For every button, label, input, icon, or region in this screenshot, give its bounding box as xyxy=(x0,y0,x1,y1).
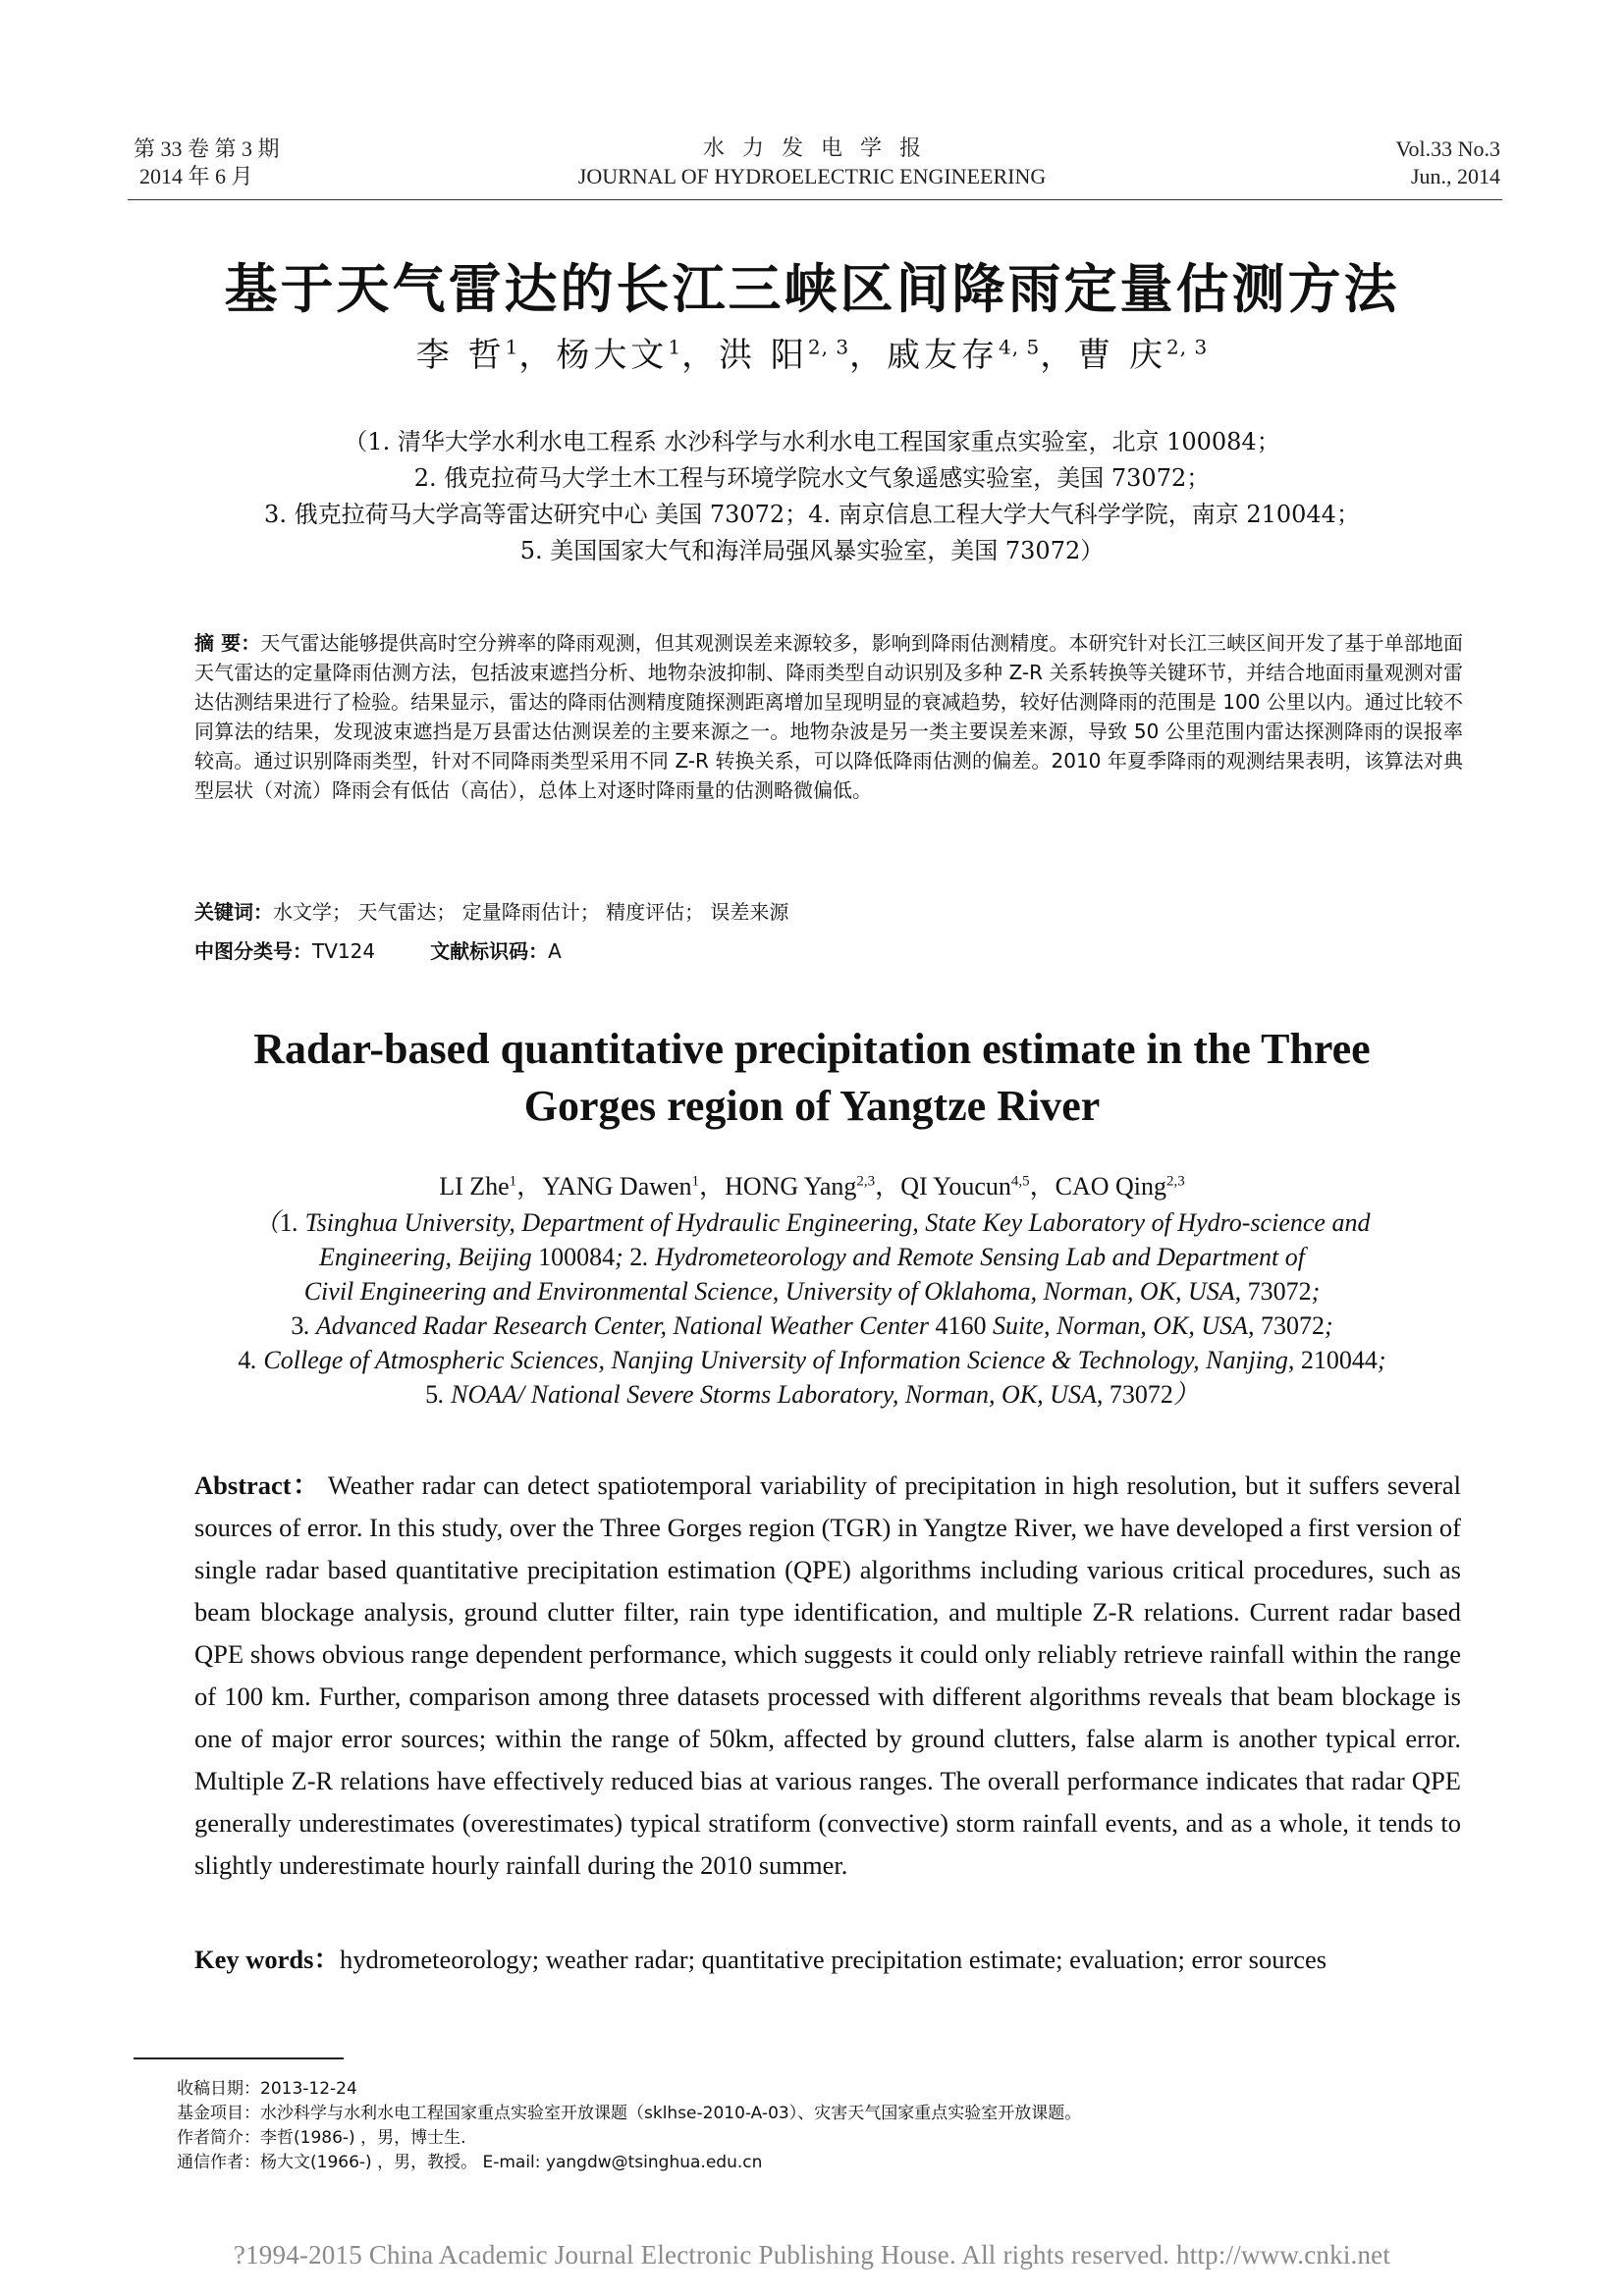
affiliation-line: 3. Advanced Radar Research Center, National Weather Center 4160 Suite, Norman, OK, USA, 73072; xyxy=(291,1311,1333,1340)
abstract-text-en: Weather radar can detect spatiotemporal variability of precipitation in high resolution, but it suffers several sources of error. In this study, over the Three Gorges region (TGR) in Yangtze River, we have developed a first version of single radar based quantitative precipitation estimation (QPE) algorithms including various critical procedures, such as beam blockage analysis, ground clutter filter, rain type identification, and multiple Z-R relations. Current radar based QPE shows obvious range dependent performance, which suggests it could only reliably retrieve rainfall within the range of 100 km. Further, comparison among three datasets processed with different algorithms reveals that beam blockage is one of major error sources; within the range of 50km, affected by ground clutters, false alarm is another typical error. Multiple Z-R relations have effectively reduced bias at various ranges. The overall performance indicates that radar QPE generally underestimates (overestimates) typical stratiform (convective) storm rainfall events, and as a whole, it tends to slightly underestimate hourly rainfall during the 2010 summer. xyxy=(194,1470,1461,1880)
footnotes xyxy=(177,2077,1081,2175)
author-name: QI Youcun xyxy=(900,1172,1011,1201)
author-affil-mark: 2,3 xyxy=(1166,1173,1185,1190)
copyright-notice: ?1994-2015 China Academic Journal Electronic Publishing House. All rights reserved. http://www.cnki.net xyxy=(233,2240,1391,2269)
class-label: 中图分类号： xyxy=(194,939,312,963)
author-name: 曹 庆 xyxy=(1077,336,1167,375)
affiliation-line: 5. 美国国家大气和海洋局强风暴实验室，美国 73072） xyxy=(519,537,1105,564)
author-affil-mark: 1 xyxy=(668,335,682,359)
title-line: Gorges region of Yangtze River xyxy=(523,1082,1101,1130)
footnote-correspondence: 通信作者：杨大文(1966-) ，男，教授。 E-mail: yangdw@tsinghua.edu.cn xyxy=(177,2153,763,2172)
footnote-received: 收稿日期：2013-12-24 xyxy=(177,2079,357,2099)
author-affil-mark: 2, 3 xyxy=(807,335,850,359)
keywords-label-en: Key words： xyxy=(194,1945,340,1974)
affiliations-en xyxy=(0,1205,1624,1412)
author-affil-mark: 1 xyxy=(505,335,519,359)
author-name: 李 哲 xyxy=(415,336,506,375)
author-affil-mark: 1 xyxy=(509,1173,517,1190)
journal-name-en: JOURNAL OF HYDROELECTRIC ENGINEERING xyxy=(577,164,1047,188)
author-name: 洪 阳 xyxy=(719,336,808,375)
abstract-en xyxy=(194,1465,1461,1887)
affiliation-line: 4. College of Atmospheric Sciences, Nanjing University of Information Science & Technology, Nanjing, 210044; xyxy=(238,1346,1386,1374)
date-en: Jun., 2014 xyxy=(1410,164,1500,188)
classification-cn xyxy=(194,936,562,966)
title-line: Radar-based quantitative precipitation estimate in the Three xyxy=(253,1025,1371,1073)
keywords-en xyxy=(194,1939,1471,1981)
author-affil-mark: 4, 5 xyxy=(999,335,1041,359)
footnote-author-bio: 作者简介：李哲(1986-) ，男，博士生. xyxy=(177,2128,466,2148)
affiliation-line: 5. NOAA/ National Severe Storms Laboratory, Norman, OK, USA, 73072） xyxy=(425,1380,1199,1409)
author-list-cn: 李 哲$^1$，杨大文$^1$，洪 阳$^{2, 3}$，戚友存$^{4, 5}$，曹 庆$^{2, 3}$ xyxy=(415,335,1209,375)
author-affil-mark: 2, 3 xyxy=(1166,335,1209,359)
author-name: 杨大文 xyxy=(556,336,669,375)
affiliations-cn xyxy=(0,424,1624,569)
footnote-funding: 基金项目：水沙科学与水利水电工程国家重点实验室开放课题（sklhse-2010-A-03）、灾害天气国家重点实验室开放课题。 xyxy=(177,2104,1082,2123)
author-list-en: LI Zhe$^1$，YANG Dawen$^1$，HONG Yang$^{2,3}$，QI Youcun$^{4,5}$，CAO Qing$^{2,3}$ xyxy=(439,1172,1185,1201)
author-name: LI Zhe xyxy=(439,1172,510,1201)
class-value: TV124 xyxy=(312,939,376,963)
abstract-cn xyxy=(194,628,1463,805)
affiliation-line: Engineering, Beijing 100084; 2. Hydrometeorology and Remote Sensing Lab and Department of xyxy=(319,1243,1305,1271)
journal-volume xyxy=(1395,135,1500,190)
abstract-label-cn: 摘 要： xyxy=(194,631,261,655)
affiliation-line: （1. Tsinghua University, Department of Hydraulic Engineering, State Key Laboratory of Hydro-science and xyxy=(253,1208,1371,1237)
abstract-label-en: Abstract： xyxy=(194,1470,321,1500)
affiliation-line: 3. 俄克拉荷马大学高等雷达研究中心 美国 73072；4. 南京信息工程大学大气科学学院，南京 210044； xyxy=(264,501,1360,528)
paper-title-en xyxy=(0,1021,1624,1135)
author-name: HONG Yang xyxy=(725,1172,857,1201)
author-affil-mark: 1 xyxy=(691,1173,700,1190)
footnote-rule xyxy=(134,2057,344,2059)
author-name: 戚友存 xyxy=(887,336,1000,375)
doc-code-value: A xyxy=(548,939,562,963)
doc-code-label: 文献标识码： xyxy=(430,939,549,963)
abstract-text-cn: 天气雷达能够提供高时空分辨率的降雨观测，但其观测误差来源较多，影响到降雨估测精度。本研究针对长江三峡区间开发了基于单部地面天气雷达的定量降雨估测方法，包括波束遮挡分析、地物杂波抑制、降雨类型自动识别及多种 Z-R 关系转换等关键环节，并结合地面雨量观测对雷达估测结果进行了检验。结果显示，雷达的降雨估测精度随探测距离增加呈现明显的衰减趋势，较好估测降雨的范围是 100 公里以内。通过比较不同算法的结果，发现波束遮挡是万县雷达估测误差的主要来源之一。地物杂波是另一类主要误差来源，导致 50 公里范围内雷达探测降雨的误报率较高。通过识别降雨类型，针对不同降雨类型采用不同 Z-R 转换关系，可以降低降雨估测的偏差。2010 年夏季降雨的观测结果表明，该算法对典型层状（对流）降雨会有低估（高估），总体上对逐时降雨量的估测略微偏低。 xyxy=(194,631,1463,802)
header-rule xyxy=(128,199,1502,200)
volume-issue-cn: 第 33 卷 第 3 期 xyxy=(134,136,280,161)
keywords-label-cn: 关键词： xyxy=(194,900,273,924)
author-name: YANG Dawen xyxy=(542,1172,692,1201)
author-name: CAO Qing xyxy=(1055,1172,1167,1201)
date-cn: 2014 年 6 月 xyxy=(139,164,253,188)
keywords-cn xyxy=(194,897,788,927)
affiliation-line: （1. 清华大学水利水电工程系 水沙科学与水利水电工程国家重点实验室，北京 100084； xyxy=(344,428,1280,455)
journal-name-cn: 水力发电学报 xyxy=(702,136,939,161)
journal-name xyxy=(0,135,1624,190)
author-affil-mark: 2,3 xyxy=(856,1173,876,1190)
keywords-text-en: hydrometeorology; weather radar; quantitative precipitation estimate; evaluation; error sources xyxy=(339,1945,1327,1974)
author-affil-mark: 4,5 xyxy=(1010,1173,1030,1190)
keywords-text-cn: 水文学； 天气雷达； 定量降雨估计； 精度评估； 误差来源 xyxy=(273,900,789,924)
affiliation-line: 2. 俄克拉荷马大学土木工程与环境学院水文气象遥感实验室，美国 73072； xyxy=(413,464,1211,492)
affiliation-line: Civil Engineering and Environmental Science, University of Oklahoma, Norman, OK, USA, 73072; xyxy=(303,1277,1321,1306)
volume-issue-en: Vol.33 No.3 xyxy=(1395,136,1500,161)
paper-title-cn: 基于天气雷达的长江三峡区间降雨定量估测方法 xyxy=(224,258,1400,320)
